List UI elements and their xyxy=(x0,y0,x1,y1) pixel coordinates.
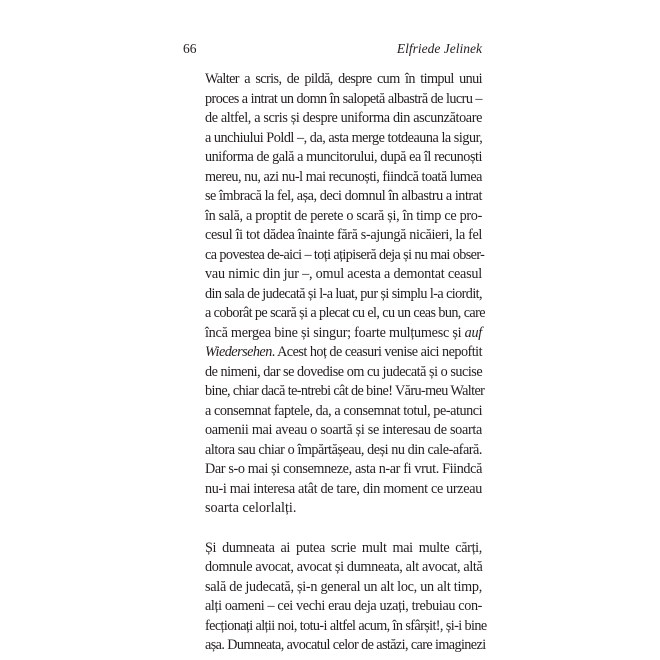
text-line: sală de judecată, și-n general un alt loc, un alt timp, xyxy=(205,578,482,595)
text-line: altora sau chiar o împărtășeau, deși nu din cale-afară. xyxy=(205,441,482,458)
text-line: uniforma de gală a muncitorului, după ea îl recunoști xyxy=(205,149,482,165)
text-line xyxy=(183,324,482,344)
text-line: soarta celorlalți. xyxy=(205,500,297,516)
text-line: a consemnat faptele, da, a consemnat totul, pe-atunci xyxy=(205,402,483,419)
text-line: cesul îi tot dădea înainte fără s-ajungă nicăieri, la fel xyxy=(205,227,483,243)
text-line: în sală, a proptit de perete o scară și, în timp ce pro- xyxy=(205,207,482,224)
text-segment: încă mergea bine și singur; foarte mulțumesc și xyxy=(205,324,465,341)
text-line: de nimeni, dar se dovedise om cu judecată și o sucise xyxy=(205,363,483,380)
paragraph-2 xyxy=(183,539,487,656)
text-line: de altfel, a scris și despre uniforma din ascunzătoare xyxy=(205,110,482,126)
italic-text: Wiedersehen xyxy=(205,344,272,360)
text-line: domnule avocat, avocat și dumneata, alt avocat, altă xyxy=(205,559,483,575)
text-line: se îmbracă la fel, așa, deci domnul în albastru a intrat xyxy=(205,188,482,204)
body-text xyxy=(183,70,487,656)
text-line: oamenii mai aveau o soartă și se interesau de soarta xyxy=(205,422,482,438)
text-line: din sala de judecată și l-a luat, pur și simplu l-a ciordit, xyxy=(205,285,482,302)
text-segment: . Acest hoț de ceasuri venise aici nepoftit xyxy=(271,344,482,360)
text-line: Walter a scris, de pildă, despre cum în timpul unui xyxy=(205,71,482,87)
text-line: proces a intrat un domn în salopetă albastră de lucru – xyxy=(205,90,482,107)
italic-text: auf xyxy=(464,324,482,341)
text-line: nu-i mai interesa atât de tare, din moment ce urzeau xyxy=(205,480,482,497)
text-line: Și dumneata ai putea scrie mult mai multe cărți, xyxy=(205,539,482,556)
text-line: vau nimic din jur –, omul acesta a demontat ceasul xyxy=(205,266,482,282)
running-head: Elfriede Jelinek xyxy=(396,41,482,56)
text-line: alți oameni – cei vechi erau deja uzați, trebuiau con- xyxy=(205,598,483,614)
text-line: așa. Dumneata, avocatul celor de astăzi, care imaginezi xyxy=(205,637,486,653)
text-line: Dar s-o mai și consemneze, asta n-ar fi vrut. Fiindcă xyxy=(205,461,482,477)
text-line xyxy=(183,343,482,363)
text-line: a unchiului Poldl –, da, asta merge totdeauna la sigur, xyxy=(205,129,483,146)
page-number: 66 xyxy=(183,41,197,56)
text-line: mereu, nu, azi nu-l mai recunoști, fiindcă toată lumea xyxy=(205,168,482,185)
text-line: ca povestea de-aici – toți ațipiseră deja și nu mai obser- xyxy=(205,246,485,263)
paragraph-1 xyxy=(183,70,485,519)
text-line: a coborât pe scară și a plecat cu el, cu un ceas bun, care xyxy=(205,305,485,321)
text-line: fecționați alții noi, totu-i altfel acum, în sfârșit!, și-i bine xyxy=(205,617,487,634)
text-line: bine, chiar dacă te-ntrebi cât de bine! Văru-meu Walter xyxy=(205,383,485,399)
